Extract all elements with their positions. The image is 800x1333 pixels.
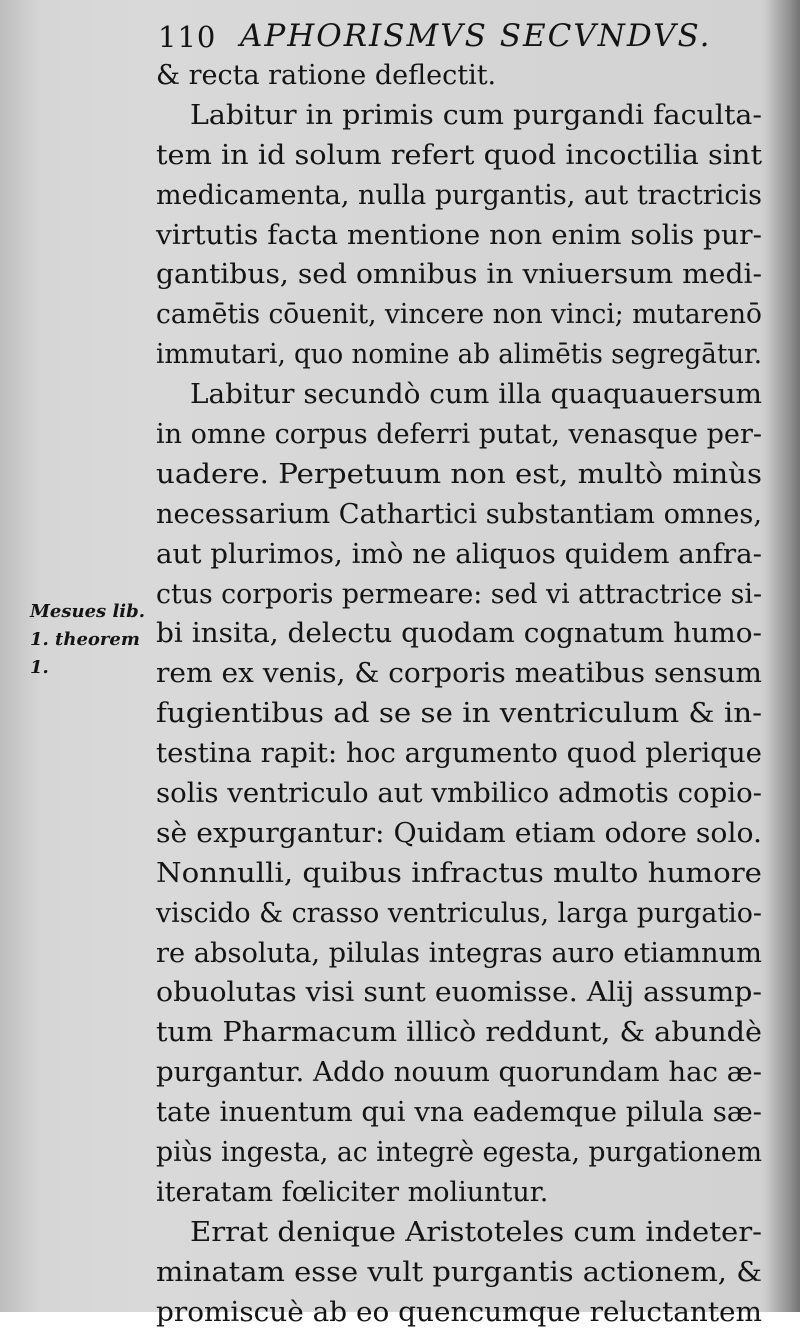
text-line: gantibus, sed omnibus in vniuersum medi- xyxy=(156,259,763,291)
text-line: bi insita, delectu quodam cognatum humo- xyxy=(156,618,762,650)
text-line: piùs ingesta, ac integrè egesta, purgationem xyxy=(156,1137,762,1169)
text-line: necessarium Cathartici substantiam omnes, xyxy=(156,498,763,530)
text-line: Errat denique Aristoteles cum indeter- xyxy=(190,1216,762,1248)
text-line: promiscuè ab eo quencumque reluctantem xyxy=(156,1296,762,1328)
text-line: Labitur in primis cum purgandi faculta- xyxy=(190,99,762,131)
text-line: rem ex venis, & corporis meatibus sensum xyxy=(156,658,762,690)
text-line: fugientibus ad se se in ventriculum & in- xyxy=(156,698,763,730)
text-line: minatam esse vult purgantis actionem, & xyxy=(156,1256,762,1288)
text-line: in omne corpus deferri putat, venasque per- xyxy=(156,419,763,451)
text-line: solis ventriculo aut vmbilico admotis copio- xyxy=(156,778,762,810)
margin-note xyxy=(30,598,158,682)
text-line: purgantur. Addo nouum quorundam hac æ- xyxy=(156,1057,763,1089)
text-line: tum Pharmacum illicò reddunt, & abundè xyxy=(156,1017,762,1049)
text-line: ctus corporis permeare: sed vi attractrice si- xyxy=(156,578,763,610)
text-line: Labitur secundò cum illa quaquauersum xyxy=(190,379,763,411)
text-line: medicamenta, nulla purgantis, aut tractricis xyxy=(156,179,763,211)
text-line: virtutis facta mentione non enim solis pur- xyxy=(156,219,763,251)
text-line: uadere. Perpetuum non est, multò minùs xyxy=(156,458,763,490)
text-line: tem in id solum refert quod incoctilia sint xyxy=(156,139,763,171)
text-line: iteratam fœliciter moliuntur. xyxy=(156,1176,549,1208)
margin-note-line: 1. theorem xyxy=(30,629,140,650)
margin-note-line: 1. xyxy=(30,657,49,678)
text-line: sè expurgantur: Quidam etiam odore solo. xyxy=(156,817,763,849)
text-line: testina rapit: hoc argumento quod plerique xyxy=(156,738,763,770)
text-line: aut plurimos, imò ne aliquos quidem anfra- xyxy=(156,538,763,570)
text-line: immutari, quo nomine ab alimētis segregātur. xyxy=(156,339,763,371)
page-number: 110 xyxy=(158,20,217,54)
page-header xyxy=(158,14,758,58)
page-gutter-shadow xyxy=(766,0,800,1312)
body-text xyxy=(156,56,762,1333)
text-line: viscido & crasso ventriculus, larga purgatio- xyxy=(156,897,762,929)
text-line: & recta ratione deflectit. xyxy=(156,60,497,91)
text-line: Nonnulli, quibus infractus multo humore xyxy=(156,857,763,889)
text-line: camētis cōuenit, vincere non vinci; mutarenō xyxy=(156,299,762,331)
running-title: APHORISMVS SECVNDVS. xyxy=(240,18,712,54)
text-line: re absoluta, pilulas integras auro etiamnum xyxy=(156,937,762,969)
margin-note-line: Mesues lib. xyxy=(30,601,145,622)
text-line: tate inuentum qui vna eademque pilula sæ- xyxy=(156,1097,762,1129)
text-line: obuolutas visi sunt euomisse. Alij assump- xyxy=(156,977,762,1009)
